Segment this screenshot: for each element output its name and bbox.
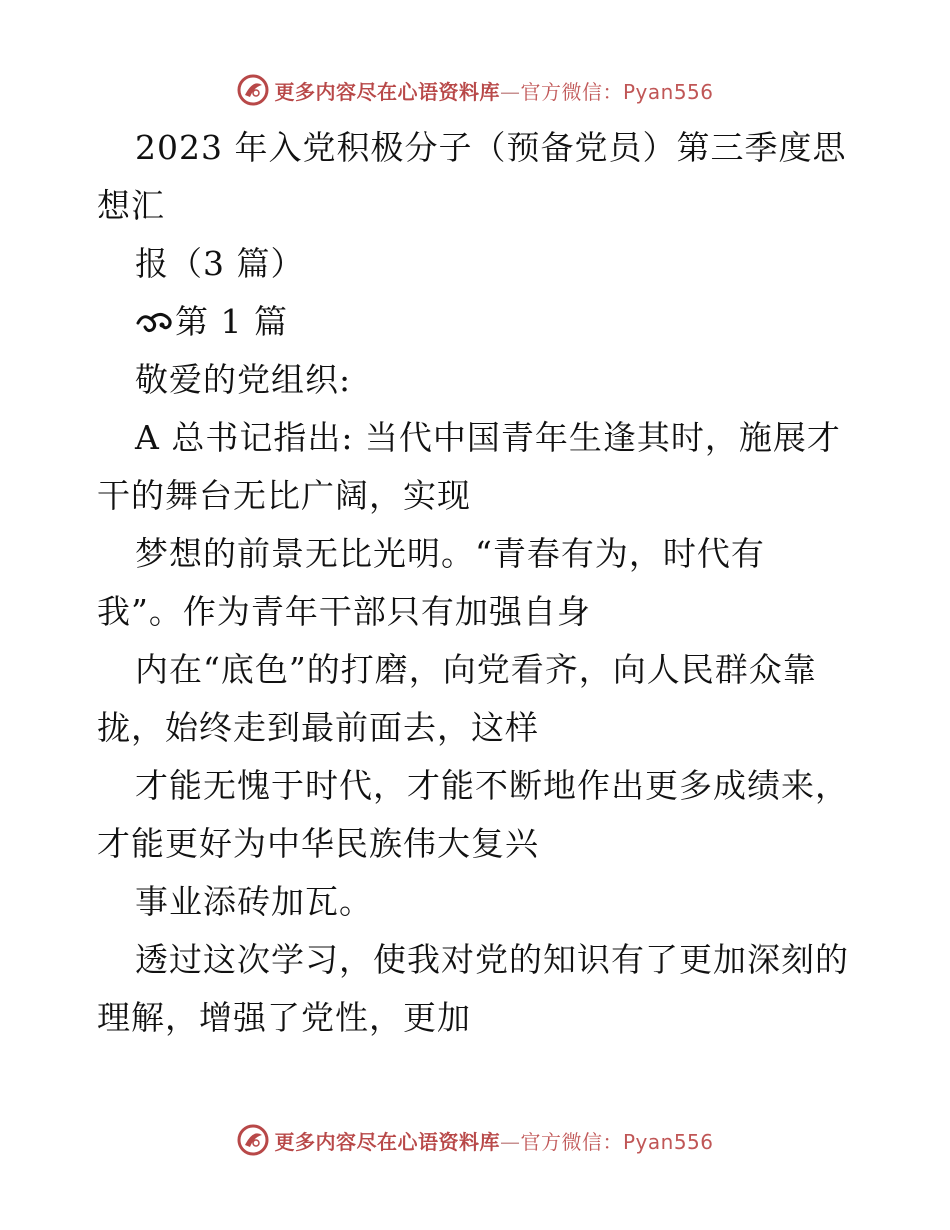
section-heading: [135, 302, 288, 342]
body-line: 内在“底色”的打磨，向党看齐，向人民群众靠: [135, 650, 817, 689]
title-line-2: 想汇: [97, 186, 165, 225]
title-line-1: 2023 年入党积极分子（预备党员）第三季度思: [135, 128, 847, 167]
banner-wechat-id: Pyan556: [622, 1129, 714, 1154]
logo-icon: [236, 1123, 270, 1157]
title-line-3: 报（3 篇）: [135, 244, 305, 283]
section-label: 第 1 篇: [175, 302, 288, 341]
body-line: 敬爱的党组织:: [135, 360, 352, 399]
banner-wechat-label: 官方微信：: [520, 1129, 623, 1154]
banner-wechat-label: 官方微信：: [520, 79, 623, 104]
banner-dash: —: [499, 79, 521, 104]
body-line: 拢，始终走到最前面去，这样: [97, 708, 539, 747]
body-line: 干的舞台无比广阔，实现: [97, 476, 471, 515]
footer-banner: [0, 1120, 950, 1160]
body-line: 理解，增强了党性，更加: [97, 998, 471, 1037]
body-line: 才能无愧于时代，才能不断地作出更多成绩来，: [135, 766, 849, 805]
banner-text: [274, 76, 713, 105]
banner-site-text: 更多内容尽在心语资料库: [274, 79, 500, 104]
banner-dash: —: [499, 1129, 521, 1154]
body-line: 梦想的前景无比光明。“青春有为，时代有: [135, 534, 765, 573]
body-line: 才能更好为中华民族伟大复兴: [97, 824, 539, 863]
flourish-icon: [135, 309, 175, 335]
banner-text: [274, 1126, 713, 1155]
body-line: 事业添砖加瓦。: [135, 882, 373, 921]
header-banner: [0, 70, 950, 110]
banner-site-text: 更多内容尽在心语资料库: [274, 1129, 500, 1154]
logo-icon: [236, 73, 270, 107]
body-line: A 总书记指出: 当代中国青年生逢其时，施展才: [135, 418, 841, 457]
body-line: 透过这次学习，使我对党的知识有了更加深刻的: [135, 940, 849, 979]
banner-wechat-id: Pyan556: [622, 79, 714, 104]
body-line: 我”。作为青年干部只有加强自身: [97, 592, 591, 631]
